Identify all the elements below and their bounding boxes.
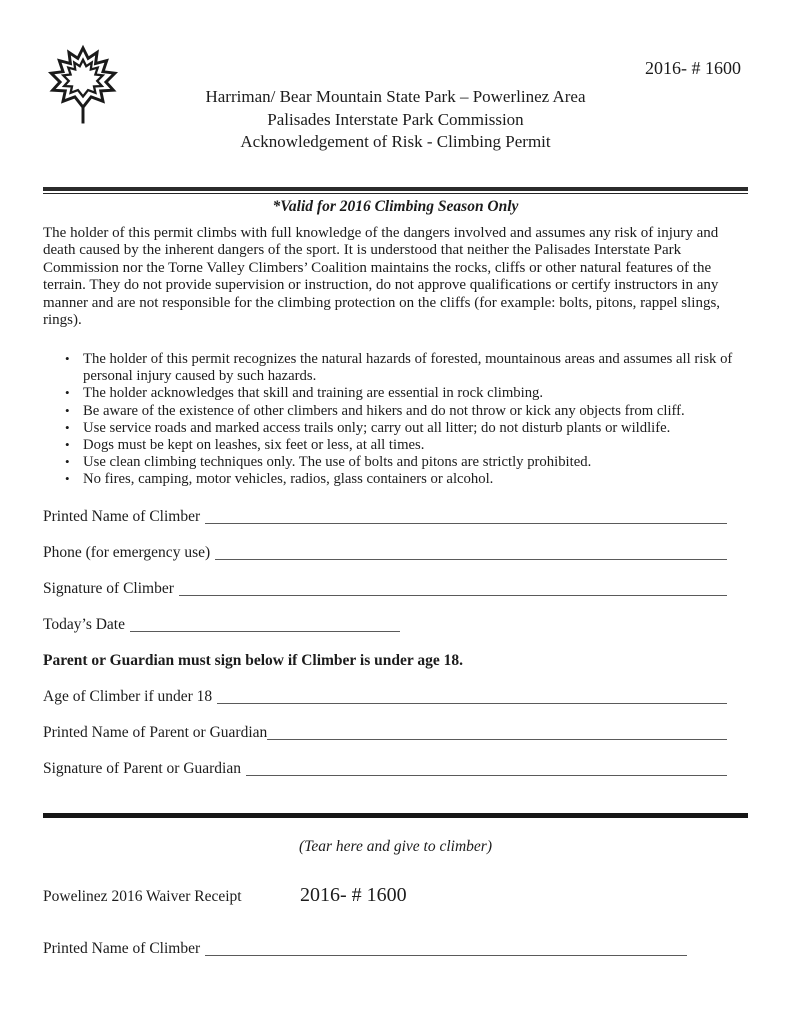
receipt-permit-number: 2016- # 1600 bbox=[300, 883, 407, 906]
receipt-printed-name-blank-line bbox=[205, 939, 687, 956]
maple-leaf-icon bbox=[46, 42, 120, 128]
receipt-printed-name-label: Printed Name of Climber bbox=[43, 939, 201, 957]
phone-blank-line bbox=[215, 543, 727, 560]
guardian-signature-label: Signature of Parent or Guardian bbox=[43, 759, 241, 777]
guardian-printed-name-blank-line bbox=[267, 723, 727, 740]
intro-paragraph: The holder of this permit climbs with full knowledge of the dangers involved and assumes any risk of injury and death caused by the inherent dangers of the sport. It is understood that neither the Palisades Interstate Park Commission nor the Torne Valley Climbers’ Coalition maintains the rocks, cliffs or other natural features of the terrain. They do not provide supervision or instruction, do not approve qualifications or certify instructors in any manner and are not responsible for the climbing protection on the cliffs (for example: bolts, pitons, rappel slings, rings). bbox=[43, 224, 721, 329]
guardian-printed-name-label: Printed Name of Parent or Guardian bbox=[43, 723, 268, 741]
receipt-label: Powelinez 2016 Waiver Receipt bbox=[43, 887, 242, 905]
receipt-row bbox=[43, 884, 748, 907]
phone-row bbox=[43, 543, 748, 562]
date-blank-line bbox=[130, 615, 400, 632]
doc-title-line-3: Acknowledgement of Risk - Climbing Permit bbox=[240, 132, 551, 151]
rule-item: • The holder acknowledges that skill and training are essential in rock climbing. bbox=[83, 385, 748, 402]
phone-label: Phone (for emergency use) bbox=[43, 543, 211, 561]
date-row bbox=[43, 615, 748, 634]
permit-number: 2016- # 1600 bbox=[645, 58, 741, 78]
printed-name-row bbox=[43, 507, 748, 526]
date-label: Today’s Date bbox=[43, 615, 125, 633]
guardian-signature-blank-line bbox=[246, 759, 727, 776]
doc-title-line-1: Harriman/ Bear Mountain State Park – Powerlinez Area bbox=[205, 87, 586, 106]
rule-item: • Use clean climbing techniques only. The use of bolts and pitons are strictly prohibited. bbox=[83, 454, 748, 471]
printed-name-blank-line bbox=[205, 507, 727, 524]
rule-item: • The holder of this permit recognizes the natural hazards of forested, mountainous areas and assumes all risk of personal injury caused by such hazards. bbox=[83, 351, 748, 385]
rule-item: • Dogs must be kept on leashes, six feet or less, at all times. bbox=[83, 437, 748, 454]
rule-item: • No fires, camping, motor vehicles, radios, glass containers or alcohol. bbox=[83, 471, 748, 488]
age-label: Age of Climber if under 18 bbox=[43, 687, 213, 705]
receipt-printed-name-row bbox=[43, 939, 748, 958]
park-logo bbox=[46, 42, 120, 128]
rule-item: • Use service roads and marked access trails only; carry out all litter; do not disturb plants or wildlife. bbox=[83, 420, 748, 437]
signature-row bbox=[43, 579, 748, 598]
guardian-printed-name-row bbox=[43, 723, 748, 742]
validity-notice: *Valid for 2016 Climbing Season Only bbox=[272, 197, 519, 215]
guardian-signature-row bbox=[43, 759, 748, 778]
age-blank-line bbox=[217, 687, 727, 704]
age-row bbox=[43, 687, 748, 706]
rules-list bbox=[43, 351, 748, 489]
signature-blank-line bbox=[179, 579, 727, 596]
printed-name-label: Printed Name of Climber bbox=[43, 507, 201, 525]
header-divider bbox=[43, 187, 748, 194]
doc-title-line-2: Palisades Interstate Park Commission bbox=[267, 109, 524, 129]
rule-item: • Be aware of the existence of other climbers and hikers and do not throw or kick any objects from cliff. bbox=[83, 403, 748, 420]
guardian-note: Parent or Guardian must sign below if Climber is under age 18. bbox=[43, 651, 463, 669]
tear-instruction: (Tear here and give to climber) bbox=[299, 837, 492, 855]
signature-label: Signature of Climber bbox=[43, 579, 174, 597]
tear-divider bbox=[43, 813, 748, 818]
